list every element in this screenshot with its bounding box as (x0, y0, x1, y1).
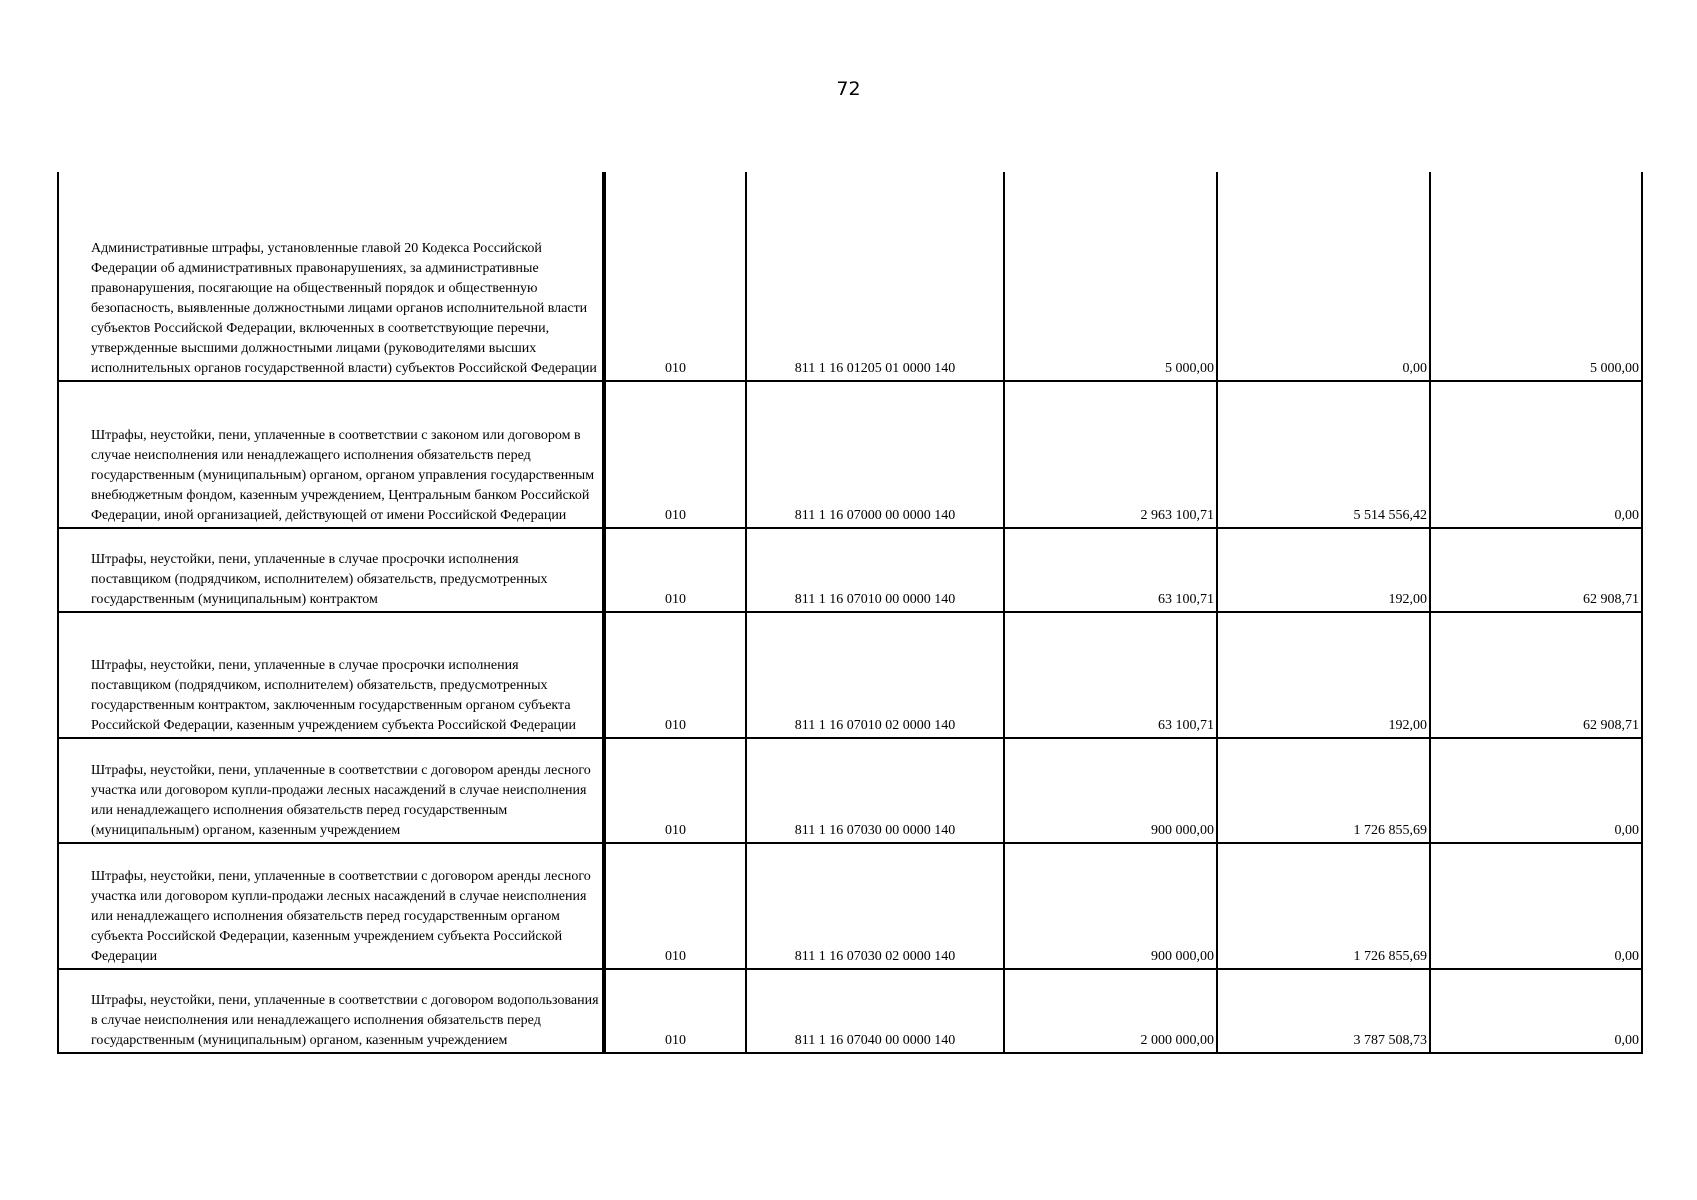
row-value-2: 1 726 855,69 (1217, 843, 1430, 969)
row-line-code: 010 (604, 381, 746, 528)
row-description: Штрафы, неустойки, пени, уплаченные в соответствии с законом или договором в случае неисполнения или ненадлежащего исполнения обязательств перед государственным (муниципальным) органом, органом управления государственным внебюджетным фондом, казенным учреждением, Центральным банком Российской Федерации, иной организацией, действующей от имени Российской Федерации (58, 381, 604, 528)
row-budget-code: 811 1 16 07040 00 0000 140 (746, 969, 1004, 1053)
table-row (58, 738, 1642, 843)
row-description: Административные штрафы, установленные главой 20 Кодекса Российской Федерации об административных правонарушениях, за административные правонарушения, посягающие на общественный порядок и общественную безопасность, выявленные должностными лицами органов исполнительной власти субъектов Российской Федерации, включенных в соответствующие перечни, утвержденные высшими должностными лицами (руководителями высших исполнительных органов государственной власти) субъектов Российской Федерации (58, 172, 604, 381)
row-value-2: 5 514 556,42 (1217, 381, 1430, 528)
row-value-1: 63 100,71 (1004, 528, 1217, 612)
row-budget-code: 811 1 16 07030 02 0000 140 (746, 843, 1004, 969)
row-description: Штрафы, неустойки, пени, уплаченные в соответствии с договором аренды лесного участка или договором купли-продажи лесных насаждений в случае неисполнения или ненадлежащего исполнения обязательств перед государственным (муниципальным) органом, казенным учреждением (58, 738, 604, 843)
row-budget-code: 811 1 16 07010 00 0000 140 (746, 528, 1004, 612)
row-value-1: 2 000 000,00 (1004, 969, 1217, 1053)
row-budget-code: 811 1 16 01205 01 0000 140 (746, 172, 1004, 381)
row-value-2: 3 787 508,73 (1217, 969, 1430, 1053)
row-budget-code: 811 1 16 07000 00 0000 140 (746, 381, 1004, 528)
row-description: Штрафы, неустойки, пени, уплаченные в соответствии с договором водопользования в случае неисполнения или ненадлежащего исполнения обязательств перед государственным (муниципальным) органом, казенным учреждением (58, 969, 604, 1053)
row-value-2: 1 726 855,69 (1217, 738, 1430, 843)
row-line-code: 010 (604, 612, 746, 738)
row-line-code: 010 (604, 738, 746, 843)
revenue-table (57, 172, 1643, 1054)
row-value-2: 0,00 (1217, 172, 1430, 381)
table-row (58, 381, 1642, 528)
row-budget-code: 811 1 16 07030 00 0000 140 (746, 738, 1004, 843)
row-budget-code: 811 1 16 07010 02 0000 140 (746, 612, 1004, 738)
table-row (58, 969, 1642, 1053)
row-description: Штрафы, неустойки, пени, уплаченные в случае просрочки исполнения поставщиком (подрядчиком, исполнителем) обязательств, предусмотренных государственным (муниципальным) контрактом (58, 528, 604, 612)
row-line-code: 010 (604, 172, 746, 381)
row-line-code: 010 (604, 528, 746, 612)
table-row (58, 528, 1642, 612)
row-value-1: 63 100,71 (1004, 612, 1217, 738)
row-value-3: 0,00 (1430, 738, 1642, 843)
row-value-2: 192,00 (1217, 528, 1430, 612)
row-description: Штрафы, неустойки, пени, уплаченные в случае просрочки исполнения поставщиком (подрядчиком, исполнителем) обязательств, предусмотренных государственным контрактом, заключенным государственным органом субъекта Российской Федерации, казенным учреждением субъекта Российской Федерации (58, 612, 604, 738)
row-value-3: 0,00 (1430, 969, 1642, 1053)
row-line-code: 010 (604, 843, 746, 969)
row-value-1: 5 000,00 (1004, 172, 1217, 381)
row-value-1: 900 000,00 (1004, 843, 1217, 969)
table-row (58, 843, 1642, 969)
page-number: 72 (836, 78, 861, 100)
table-row (58, 612, 1642, 738)
row-value-3: 62 908,71 (1430, 528, 1642, 612)
table-row (58, 172, 1642, 381)
row-value-3: 0,00 (1430, 381, 1642, 528)
row-description: Штрафы, неустойки, пени, уплаченные в соответствии с договором аренды лесного участка или договором купли-продажи лесных насаждений в случае неисполнения или ненадлежащего исполнения обязательств перед государственным органом субъекта Российской Федерации, казенным учреждением субъекта Российской Федерации (58, 843, 604, 969)
row-line-code: 010 (604, 969, 746, 1053)
row-value-2: 192,00 (1217, 612, 1430, 738)
row-value-1: 2 963 100,71 (1004, 381, 1217, 528)
row-value-3: 0,00 (1430, 843, 1642, 969)
row-value-3: 5 000,00 (1430, 172, 1642, 381)
row-value-1: 900 000,00 (1004, 738, 1217, 843)
row-value-3: 62 908,71 (1430, 612, 1642, 738)
